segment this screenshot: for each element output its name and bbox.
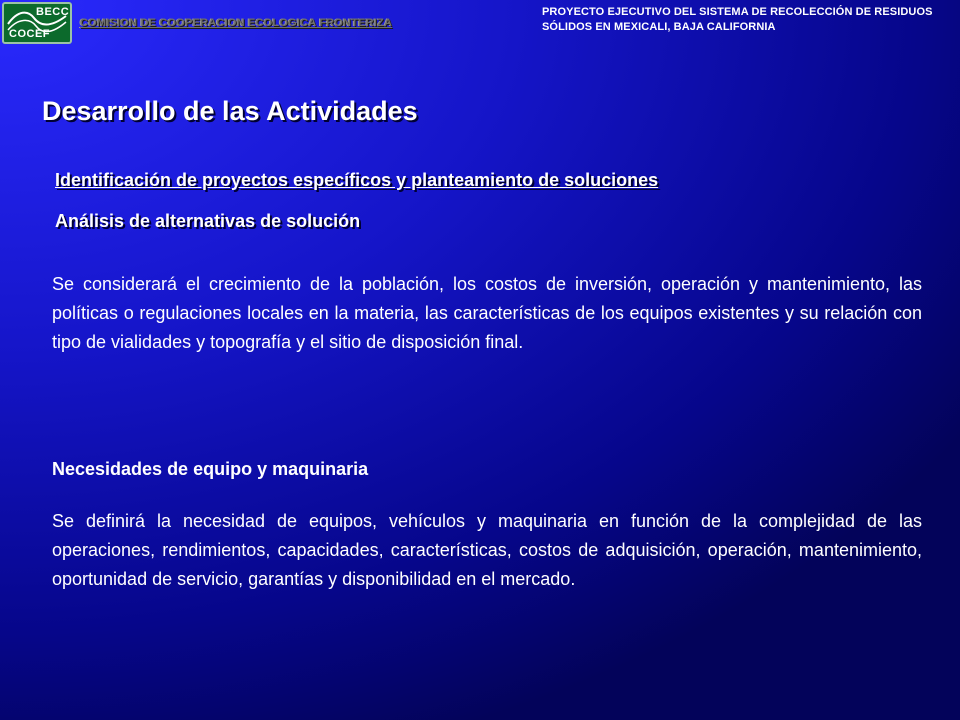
subsection-heading-equipment: Necesidades de equipo y maquinaria — [52, 459, 369, 479]
organization-name: COMISION DE COOPERACION ECOLOGICA FRONTERIZA — [80, 17, 393, 29]
becc-cocef-logo — [2, 2, 72, 44]
equipment-paragraph: Se definirá la necesidad de equipos, vehículos y maquinaria en función de la complejidad de las operaciones, rendimientos, capacidades, características, costos de adquisición, operación, mantenimiento, oportunidad de servicio, garantías y disponibilidad en el mercado. — [52, 511, 922, 589]
page-title: Desarrollo de las Actividades — [42, 96, 418, 126]
project-title: PROYECTO EJECUTIVO DEL SISTEMA DE RECOLECCIÓN DE RESIDUOS SÓLIDOS EN MEXICALI, BAJA CALIFORNIA — [542, 6, 933, 33]
logo-text-becc: BECC — [36, 6, 70, 18]
subsection-heading-alternatives: Análisis de alternativas de solución — [55, 211, 361, 231]
section-heading: Identificación de proyectos específicos y planteamiento de soluciones — [55, 170, 659, 190]
alternatives-paragraph: Se considerará el crecimiento de la población, los costos de inversión, operación y mantenimiento, las políticas o regulaciones locales en la materia, las características de los equipos existentes y su relación con tipo de vialidades y topografía y el sitio de disposición final. — [52, 274, 922, 352]
logo-text-cocef: COCEF — [9, 28, 50, 40]
